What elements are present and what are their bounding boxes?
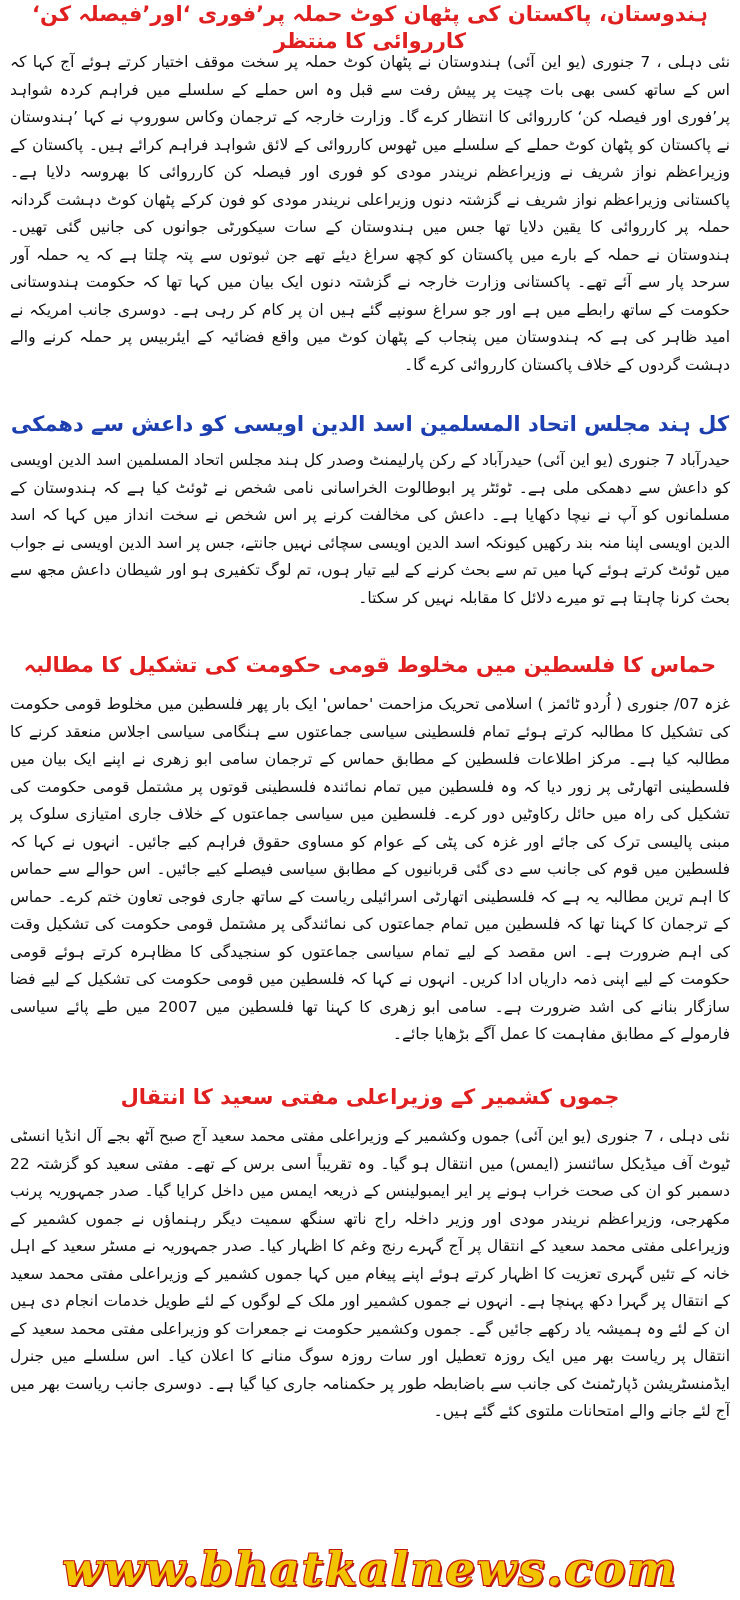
story-3-header xyxy=(10,639,730,691)
story-1-header xyxy=(10,2,730,53)
story-2-header xyxy=(10,401,730,447)
story-1-body: نئی دہلی ، 7 جنوری (یو این آئی) ہندوستان نے پٹھان کوٹ حملہ پر سخت موقف اختیار کرتے ہوئے آج کہا کہ اس کے ساتھ کسی بھی بات چیت پر پیش رفت سے قبل وہ اس حملے کے سلسلے میں فراہم کردہ شواہد پر’فوری اور فیصلہ کن‘ کارروائی کا انتظار کرے گا۔ وزارت خارجہ کے ترجمان وکاس سوروپ نے کہا ’ہندوستان نے پاکستان کو پٹھان کوٹ حملے کے سلسلے میں ٹھوس کارروائی کے لائق شواہد فراہم کرائے ہیں۔ پاکستان کے وزیراعظم نواز شریف نے وزیراعظم نریندر مودی کو فوری اور فیصلہ کن کارروائی کا بھروسہ دلایا ہے۔ پاکستانی وزیراعظم نواز شریف نے گزشتہ دنوں وزیراعلی نریندر مودی کو فون کرکے پٹھان کوٹ دہشت گردانہ حملہ پر کارروائی کا یقین دلایا تھا جس میں ہندوستان کے سات سیکورٹی جوانوں کی جانیں گئی تھیں۔ ہندوستان نے حملہ کے بارے میں پاکستان کو کچھ سراغ دیئے تھے جن ثبوتوں سے پتہ چلتا ہے کہ یہ حملہ آور سرحد پار سے آئے تھے۔ پاکستانی وزارت خارجہ نے گزشتہ دنوں ایک بیان میں کہا تھا کہ حکومت ہندوستانی حکومت کے ساتھ رابطے میں ہے اور جو سراغ سونپے گئے ہیں ان پر کام کر رہی ہے۔ دوسری جانب امریکہ نے امید ظاہر کی ہے کہ ہندوستان میں پنجاب کے پٹھان کوٹ میں واقع فضائیہ کے ایئربیس پر حملہ کرنے والے دہشت گردوں کے خلاف پاکستان کارروائی کرے گا۔ xyxy=(10,53,730,374)
story-4-body: نئی دہلی ، 7 جنوری (یو این آئی) جموں وکشمیر کے وزیراعلی مفتی محمد سعید آج صبح آٹھ بجے آل انڈیا انسٹی ٹیوٹ آف میڈیکل سائنسز (ایمس) میں انتقال ہو گیا۔ وہ تقریباً اسی برس کے تھے۔ مفتی سعید کو گزشتہ 22 دسمبر کو ان کی صحت خراب ہونے پر ایر ایمبولینس کے ذریعہ ایمس میں داخل کرایا گیا۔ صدر جمہوریہ پرنب مکھرجی، وزیراعظم نریندر مودی اور وزیر داخلہ راج ناتھ سنگھ سمیت دیگر رہنماؤں نے جموں کشمیر کے وزیراعلی مفتی محمد سعید کے انتقال پر آج گہرے رنج وغم کا اظہار کیا۔ صدر جمہوریہ نے مسٹر سعید کے اہل خانہ کے تئیں گہری تعزیت کا اظہار کرتے ہوئے اپنے پیغام میں کہا جموں کشمیر کے وزیراعلی مفتی محمد سعید کے انتقال پر گہرا دکھ پہنچا ہے۔ انہوں نے جموں کشمیر اور ملک کے لوگوں کے لئے طویل خدمات انجام دی ہیں ان کے لئے وہ ہمیشہ یاد رکھے جائیں گے۔ جموں وکشمیر حکومت نے جمعرات کو وزیراعلی مفتی محمد سعید کے انتقال پر ریاست بھر میں ایک روزہ تعطیل اور سات روزہ سوگ منانے کا اعلان کیا۔ اس سلسلے میں جنرل ایڈمنسٹریشن ڈپارٹمنٹ کی جانب سے باضابطہ طور پر حکمنامہ جاری کیا گیا ہے۔ دوسری جانب ریاست بھر میں آج لئے جانے والے امتحانات ملتوی کئے گئے ہیں۔ xyxy=(10,1127,730,1420)
story-1-headline: ہندوستان، پاکستان کی پٹھان کوٹ حملہ پر’فوری ‘اور’فیصلہ کن‘ کارروائی کا منتظر xyxy=(32,2,708,53)
story-3-headline: حماس کا فلسطین میں مخلوط قومی حکومت کی تشکیل کا مطالبہ xyxy=(23,652,717,677)
story-2-headline: کل ہند مجلس اتحاد المسلمین اسد الدین اویسی کو داعش سے دھمکی xyxy=(10,411,730,436)
story-3-body: غزہ 07/ جنوری ( اُردو ٹائمز ) اسلامی تحریک مزاحمت 'حماس' ایک بار پھر فلسطین میں مخلوط قومی حکومت کی تشکیل کا مطالبہ کرتے ہوئے تمام فلسطینی سیاسی جماعتوں سے ہنگامی سیاسی اجلاس منعقد کرنے کا مطالبہ کیا ہے۔ مرکز اطلاعات فلسطین کے مطابق حماس کے ترجمان سامی ابو زھری نے اپنے ایک بیان میں فلسطینی اتھارٹی پر زور دیا کہ وہ فلسطین میں تمام نمائندہ فلسطینی قوتوں پر مشتمل قومی حکومت کی تشکیل کی راہ میں حائل رکاوٹیں دور کرے۔ فلسطین میں سیاسی جماعتوں کے خلاف جاری امتیازی سلوک پر مبنی پالیسی ترک کی جائے اور غزہ کی پٹی کے عوام کو مساوی حقوق فراہم کیے جائیں۔ انہوں نے کہا کہ فلسطین میں قوم کی جانب سے دی گئی قربانیوں کے مطابق سیاسی فیصلے کیے جائیں۔ اس حوالے سے حماس کا اہم ترین مطالبہ یہ ہے کہ فلسطینی اتھارٹی اسرائیلی ریاست کے ساتھ جاری فوجی تعاون ختم کرے۔ حماس کے ترجمان کا کہنا تھا کہ فلسطین میں تمام جماعتوں کی نمائندگی پر مشتمل قومی حکومت کی تشکیل وقت کی اہم ضرورت ہے۔ اس مقصد کے لیے تمام سیاسی جماعتوں کو سنجیدگی کا مظاہرہ کرتے ہوئے قومی حکومت کے لیے اپنی ذمہ داریاں ادا کریں۔ انہوں نے کہا کہ فلسطین میں قومی حکومت کی تشکیل کے لیے فضا سازگار بنانے کی اشد ضرورت ہے۔ سامی ابو زھری کا کہنا تھا فلسطین میں 2007 میں طے پائے سیاسی فارمولے کے مطابق مفاہمت کا عمل آگے بڑھایا جائے۔ xyxy=(10,695,730,1043)
site-url-banner[interactable]: www.bhatkalnews.com xyxy=(62,1542,678,1596)
story-2-body: حیدرآباد 7 جنوری (یو این آئی) حیدرآباد کے رکن پارلیمنٹ وصدر کل ہند مجلس اتحاد المسلمین اسد الدین اویسی کو داعش سے دھمکی ملی ہے۔ ٹوئٹر پر ابوطالوت الخراسانی نامی شخص نے ٹوئٹ کیا ہے کہ ہندوستان کے مسلمانوں کو آپ نے نیچا دکھایا ہے۔ داعش کی مخالفت کرنے پر اس شخص نے سخت انداز میں کہا کہ اسد الدین اویسی اپنا منہ بند رکھیں کیونکہ اسد الدین اویسی سچائی نہیں جانتے، جس پر اسد الدین اویسی نے جواب میں ٹوئٹ کرتے ہوئے کہا میں تم سے بحث کرنے کے لیے تیار ہوں، تم لوگ تکفیری ہو اور شیطان داعش مجھ سے بحث کرنا چاہتا ہے تو میرے دلائل کا مقابلہ نہیں کر سکتا۔ xyxy=(10,451,730,607)
story-4-header xyxy=(10,1071,730,1123)
story-4-headline: جموں کشمیر کے وزیراعلی مفتی سعید کا انتقال xyxy=(120,1084,620,1109)
